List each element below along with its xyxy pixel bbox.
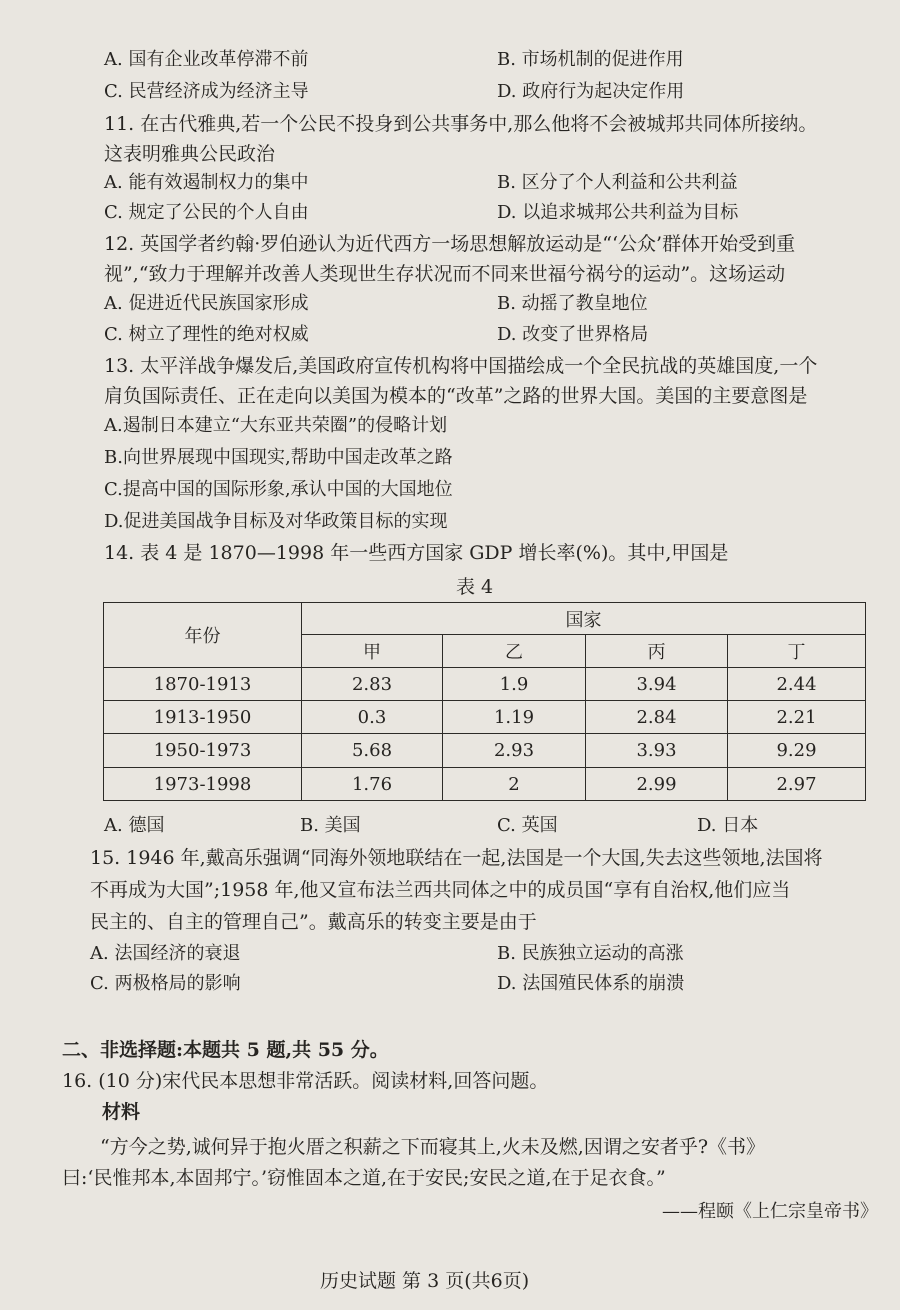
period-cell: 1913-1950	[104, 701, 302, 734]
q12-stem-line1: 12. 英国学者约翰·罗伯逊认为近代西方一场思想解放运动是“‘公众’群体开始受到重	[104, 233, 796, 255]
material-quote-line1: “方今之势,诚何异于抱火厝之积薪之下而寝其上,火未及燃,因谓之安者乎?《书》	[100, 1136, 766, 1158]
value-cell: 2.93	[443, 734, 586, 768]
country-col-header: 甲	[302, 635, 443, 668]
q11-stem-line1: 11. 在古代雅典,若一个公民不投身到公共事务中,那么他将不会被城邦共同体所接纳。	[104, 113, 818, 135]
table-row	[104, 734, 866, 768]
period-cell: 1950-1973	[104, 734, 302, 768]
q13-stem-line2: 肩负国际责任、正在走向以美国为模本的“改革”之路的世界大国。美国的主要意图是	[104, 385, 808, 407]
q13-option-a: A.遏制日本建立“大东亚共荣圈”的侵略计划	[104, 415, 448, 436]
q13-option-d: D.促进美国战争目标及对华政策目标的实现	[104, 511, 448, 532]
q16-stem: 16. (10 分)宋代民本思想非常活跃。阅读材料,回答问题。	[62, 1070, 549, 1092]
country-col-header: 丁	[728, 635, 866, 668]
value-cell: 3.93	[586, 734, 728, 768]
material-label: 材料	[102, 1101, 141, 1123]
q12-option-a: A. 促进近代民族国家形成	[104, 293, 309, 314]
material-quote-line2: 曰:‘民惟邦本,本固邦宁。’窃惟固本之道,在于安民;安民之道,在于足衣食。”	[62, 1167, 666, 1189]
page-footer: 历史试题 第 3 页(共6页)	[320, 1270, 530, 1292]
q11-option-b: B. 区分了个人利益和公共利益	[497, 172, 738, 193]
q12-option-b: B. 动摇了教皇地位	[497, 293, 648, 314]
country-col-header: 丙	[586, 635, 728, 668]
period-cell: 1870-1913	[104, 668, 302, 701]
q15-option-b: B. 民族独立运动的高涨	[497, 943, 684, 964]
q10-option-b: B. 市场机制的促进作用	[497, 49, 684, 70]
q10-option-d: D. 政府行为起决定作用	[497, 81, 685, 102]
value-cell: 9.29	[728, 734, 866, 768]
q14-option-b: B. 美国	[300, 815, 361, 836]
material-source: ——程颐《上仁宗皇帝书》	[662, 1201, 878, 1222]
q10-option-c: C. 民营经济成为经济主导	[104, 81, 309, 102]
q11-option-d: D. 以追求城邦公共利益为目标	[497, 202, 739, 223]
table-caption: 表 4	[456, 576, 494, 598]
q13-option-c: C.提高中国的国际形象,承认中国的大国地位	[104, 479, 453, 500]
table-row	[104, 701, 866, 734]
q14-stem: 14. 表 4 是 1870—1998 年一些西方国家 GDP 增长率(%)。其中,甲国是	[104, 542, 729, 564]
value-cell: 2.44	[728, 668, 866, 701]
value-cell: 2.84	[586, 701, 728, 734]
q15-option-c: C. 两极格局的影响	[90, 973, 241, 994]
q10-option-a: A. 国有企业改革停滞不前	[104, 49, 309, 70]
q14-option-a: A. 德国	[104, 815, 165, 836]
value-cell: 0.3	[302, 701, 443, 734]
q15-option-d: D. 法国殖民体系的崩溃	[497, 973, 685, 994]
q11-stem-line2: 这表明雅典公民政治	[104, 143, 276, 165]
year-header: 年份	[184, 626, 221, 647]
value-cell: 3.94	[586, 668, 728, 701]
value-cell: 1.9	[443, 668, 586, 701]
table-row	[104, 768, 866, 801]
q12-option-c: C. 树立了理性的绝对权威	[104, 324, 309, 345]
q11-option-a: A. 能有效遏制权力的集中	[104, 172, 309, 193]
q15-stem-line2: 不再成为大国”;1958 年,他又宣布法兰西共同体之中的成员国“享有自治权,他们应当	[90, 879, 791, 901]
value-cell: 2.21	[728, 701, 866, 734]
section-heading: 二、非选择题:本题共 5 题,共 55 分。	[62, 1039, 389, 1061]
value-cell: 1.19	[443, 701, 586, 734]
period-cell: 1973-1998	[104, 768, 302, 801]
gdp-growth-table	[103, 602, 866, 801]
q15-stem-line1: 15. 1946 年,戴高乐强调“同海外领地联结在一起,法国是一个大国,失去这些领地,法国将	[90, 847, 823, 869]
q13-option-b: B.向世界展现中国现实,帮助中国走改革之路	[104, 447, 453, 468]
q13-stem-line1: 13. 太平洋战争爆发后,美国政府宣传机构将中国描绘成一个全民抗战的英雄国度,一个	[104, 355, 818, 377]
q14-option-d: D. 日本	[697, 815, 759, 836]
country-header-cell	[302, 603, 866, 635]
value-cell: 5.68	[302, 734, 443, 768]
value-cell: 2	[443, 768, 586, 801]
q12-option-d: D. 改变了世界格局	[497, 324, 649, 345]
value-cell: 2.97	[728, 768, 866, 801]
q14-option-c: C. 英国	[497, 815, 558, 836]
q11-option-c: C. 规定了公民的个人自由	[104, 202, 309, 223]
country-header: 国家	[565, 609, 602, 631]
q12-stem-line2: 视”,“致力于理解并改善人类现世生存状况而不同来世福兮祸兮的运动”。这场运动	[104, 263, 786, 285]
value-cell: 1.76	[302, 768, 443, 801]
q15-stem-line3: 民主的、自主的管理自己”。戴高乐的转变主要是由于	[90, 911, 537, 933]
value-cell: 2.83	[302, 668, 443, 701]
year-header-cell	[104, 603, 302, 668]
country-col-header: 乙	[443, 635, 586, 668]
table-row	[104, 668, 866, 701]
value-cell: 2.99	[586, 768, 728, 801]
q15-option-a: A. 法国经济的衰退	[90, 943, 241, 964]
